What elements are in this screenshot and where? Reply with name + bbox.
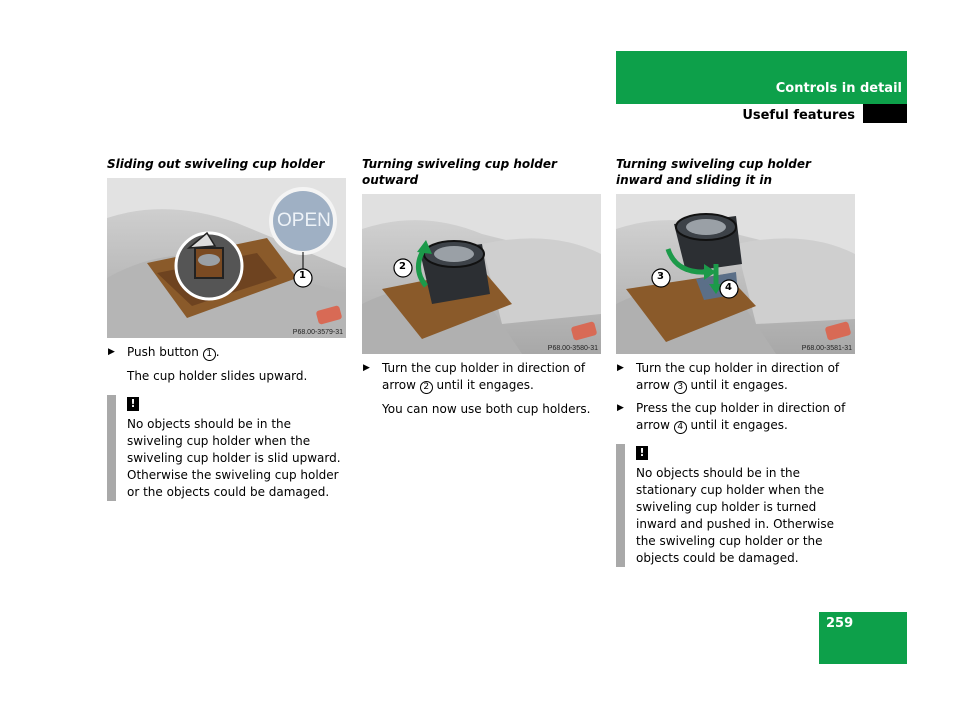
warning-bar: [107, 395, 116, 501]
circled-number: 2: [420, 381, 433, 394]
bullet-arrow-icon: ▶: [617, 403, 624, 413]
circled-number: 4: [674, 421, 687, 434]
circled-number: 3: [674, 381, 687, 394]
column-heading: Turning swiveling cup holder inward and sliding it in: [616, 157, 811, 187]
callout-1: 1: [299, 270, 306, 281]
warning-bar: [616, 444, 625, 567]
bullet-arrow-icon: ▶: [108, 347, 115, 357]
column-turning-inward: [616, 156, 856, 567]
page-number: 259: [826, 616, 854, 631]
photo-sliding-out: [107, 178, 346, 338]
photo-turning-outward: [362, 194, 601, 354]
warning-icon: !: [127, 397, 139, 411]
warning-text: No objects should be in the stationary cup holder when the swiveling cup holder is turned inward and pushed in. Otherwise the swiveling cup holder or the objects could be damaged.: [636, 466, 834, 565]
subsection-title: Useful features: [742, 108, 855, 123]
photo-turning-inward: [616, 194, 855, 354]
result-note: The cup holder slides upward.: [127, 369, 308, 383]
callout-4: 4: [725, 282, 732, 293]
header-band: [616, 51, 907, 104]
section-title: Controls in detail: [775, 81, 902, 96]
bullet-arrow-icon: ▶: [617, 363, 624, 373]
step-turn-outward: ▶ Turn the cup holder in direction of arrow 2 until it engages.: [363, 361, 586, 392]
circled-number: 1: [203, 348, 216, 361]
open-button-label: OPEN: [277, 210, 331, 231]
column-turning-outward: [362, 156, 602, 418]
bullet-arrow-icon: ▶: [363, 363, 370, 373]
column-heading: Sliding out swiveling cup holder: [107, 157, 325, 171]
image-code: P68.00-3580-31: [547, 345, 598, 352]
column-heading: Turning swiveling cup holder outward: [362, 157, 557, 187]
column-sliding-out: [107, 156, 347, 501]
image-code: P68.00-3579-31: [292, 329, 343, 336]
callout-3: 3: [657, 271, 664, 282]
step-turn-inward: ▶ Turn the cup holder in direction of arrow 3 until it engages.: [617, 361, 840, 392]
result-note: You can now use both cup holders.: [382, 402, 591, 416]
warning-box: [107, 395, 347, 501]
image-code: P68.00-3581-31: [801, 345, 852, 352]
callout-2: 2: [399, 261, 406, 272]
warning-box: [616, 444, 856, 567]
step-push-button: ▶ Push button 1 .: [108, 345, 220, 359]
warning-text: No objects should be in the swiveling cup holder when the swiveling cup holder is slid upward. Otherwise the swiveling cup holder or the objects could be damaged.: [127, 417, 341, 499]
header-tab-marker: [863, 104, 907, 123]
step-press-in: ▶ Press the cup holder in direction of arrow 4 until it engages.: [617, 401, 846, 432]
warning-icon: !: [636, 446, 648, 460]
